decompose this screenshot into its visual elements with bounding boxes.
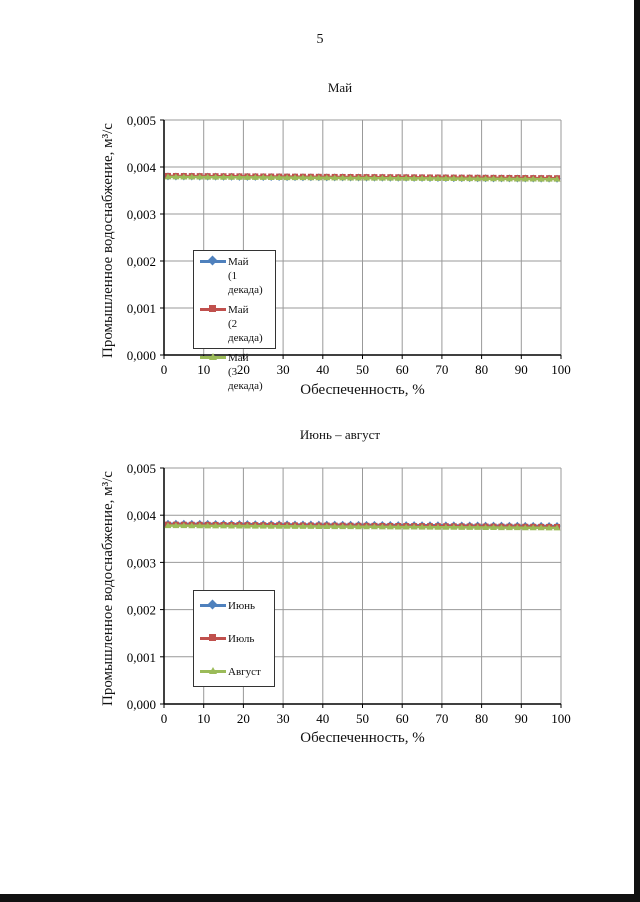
legend (193, 590, 275, 687)
x-tick-label: 90 (514, 362, 528, 377)
y-tick-label: 0,001 (126, 301, 156, 316)
legend-label: Май (2 декада) (228, 304, 263, 344)
chart-title-june-august: Июнь – август (299, 427, 381, 442)
x-tick-label: 30 (276, 362, 290, 377)
legend-label: Май (1 декада) (228, 256, 263, 296)
x-tick-label: 80 (475, 711, 489, 726)
x-tick-label: 0 (160, 362, 168, 377)
x-axis-label: Обеспеченность, % (300, 730, 425, 746)
y-tick-label: 0,003 (126, 555, 156, 571)
legend-item (200, 599, 270, 613)
chart-title-may: Май (327, 80, 353, 95)
x-tick-label: 50 (356, 362, 369, 377)
x-tick-label: 50 (356, 711, 369, 726)
x-tick-label: 80 (475, 362, 489, 377)
legend-label: Июль (228, 633, 255, 645)
legend-label: Май (3 декада) (228, 352, 263, 392)
x-tick-label: 60 (395, 362, 409, 377)
x-tick-label: 20 (236, 711, 250, 726)
y-tick-label: 0,004 (126, 508, 156, 524)
x-tick-label: 90 (514, 711, 528, 726)
y-axis-label: Промышленное водоснабжение, м³/с (100, 123, 116, 358)
y-tick-label: 0,000 (126, 348, 156, 363)
x-tick-label: 60 (395, 711, 409, 726)
x-tick-label: 30 (276, 711, 290, 726)
legend-label: Июнь (228, 600, 256, 612)
x-tick-label: 100 (551, 711, 571, 726)
legend-triangle-marker-icon (200, 665, 226, 677)
y-tick-label: 0,002 (126, 254, 156, 269)
x-tick-label: 10 (197, 362, 211, 377)
x-axis-label: Обеспеченность, % (300, 382, 425, 398)
page-number: 5 (316, 32, 324, 47)
y-tick-label: 0,004 (126, 160, 156, 175)
legend-item (200, 665, 270, 679)
x-tick-label: 0 (160, 711, 168, 726)
legend-diamond-marker-icon (200, 599, 226, 611)
x-tick-label: 10 (197, 711, 211, 726)
y-tick-label: 0,002 (126, 602, 156, 618)
x-tick-label: 40 (316, 362, 330, 377)
y-axis-label: Промышленное водоснабжение, м³/с (100, 471, 116, 706)
legend-square-marker-icon (200, 632, 226, 644)
x-tick-label: 100 (551, 362, 571, 377)
x-tick-label: 70 (435, 362, 449, 377)
y-tick-label: 0,000 (126, 697, 156, 712)
scan-edge-bottom (0, 894, 640, 902)
x-tick-label: 70 (435, 711, 449, 726)
legend-item (200, 632, 270, 646)
y-tick-label: 0,003 (126, 207, 156, 222)
legend-label: Август (228, 666, 261, 678)
x-tick-label: 20 (236, 362, 250, 377)
y-tick-label: 0,001 (126, 649, 156, 665)
x-tick-label: 40 (316, 711, 330, 726)
y-tick-label: 0,005 (126, 113, 156, 128)
y-tick-label: 0,005 (126, 461, 156, 476)
